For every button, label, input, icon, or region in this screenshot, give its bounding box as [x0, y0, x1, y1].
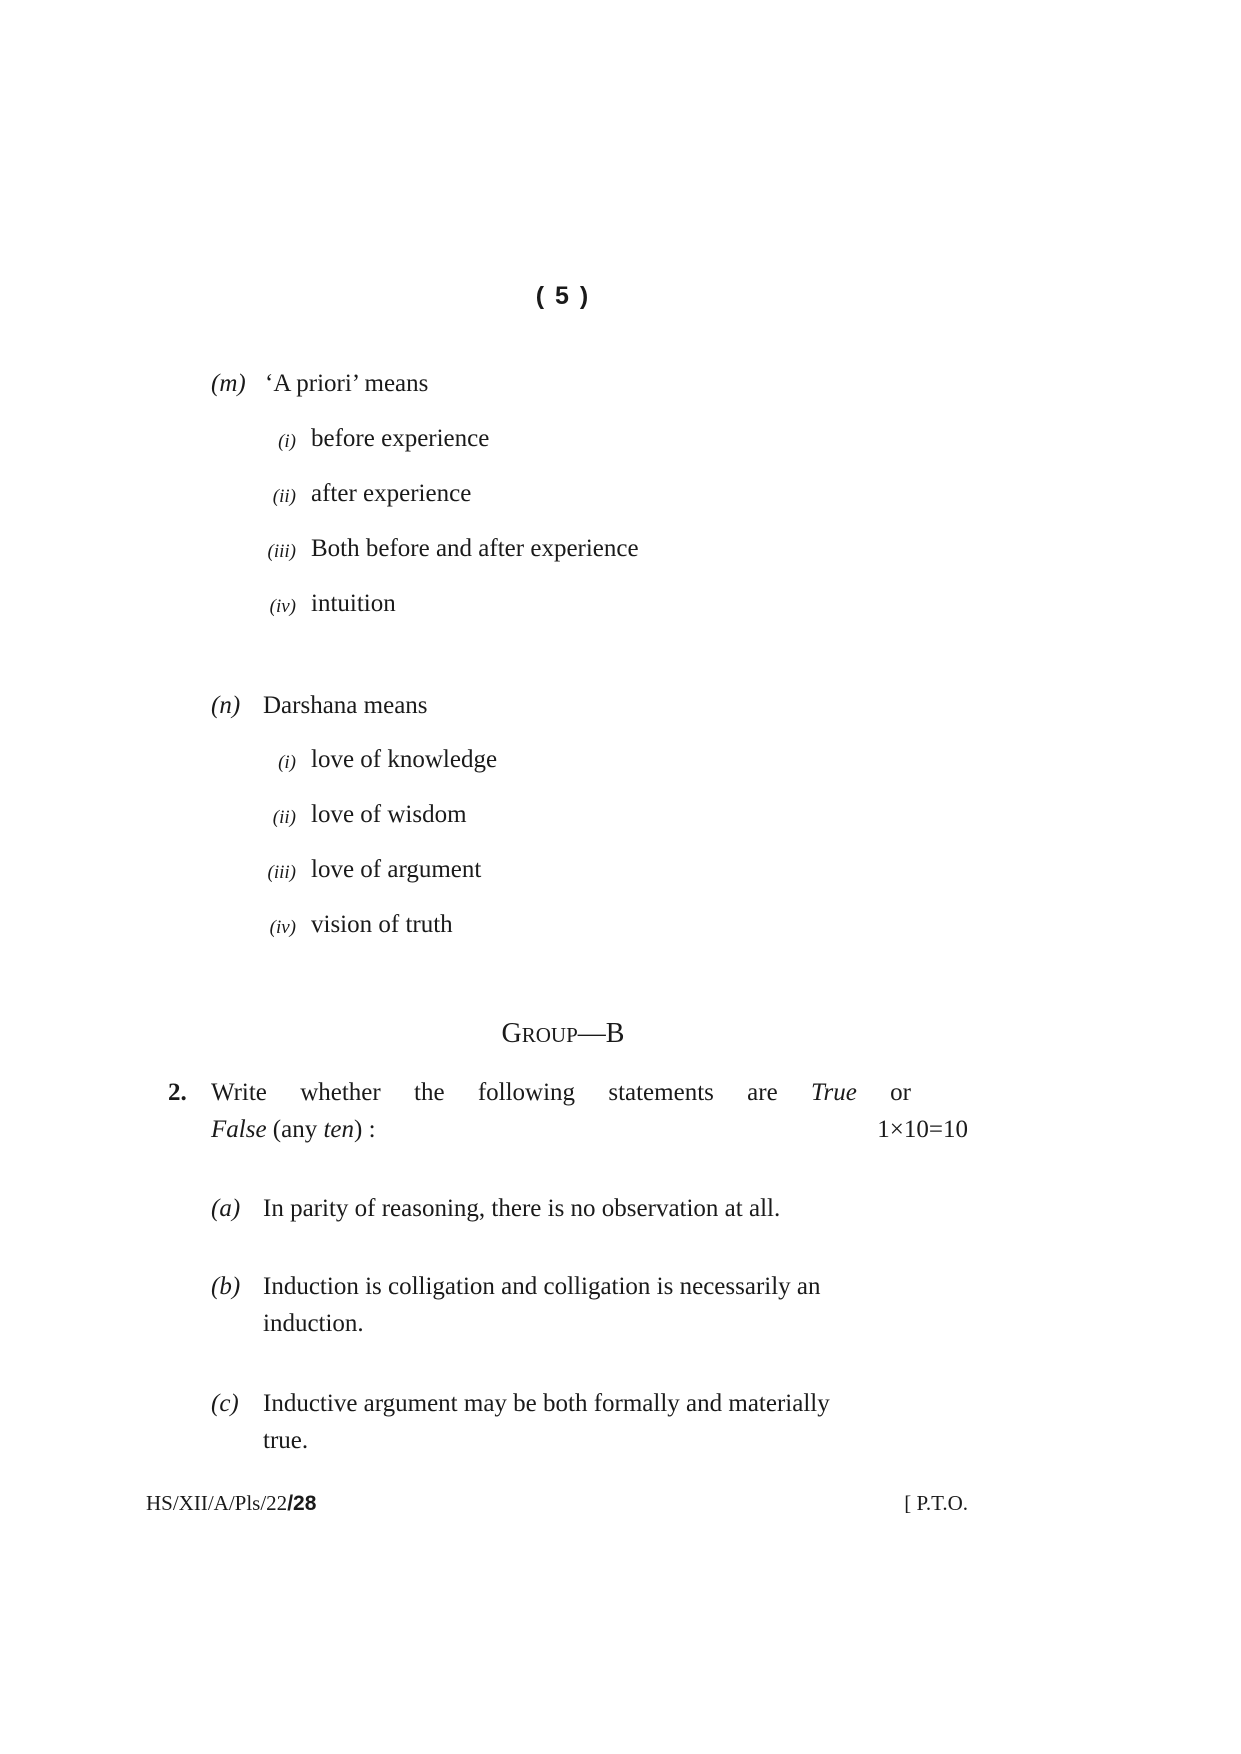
question-label-n: (n): [211, 692, 241, 719]
option-text: Both before and after experience: [311, 535, 639, 562]
question-label-m: (m): [211, 370, 246, 397]
pto-mark: [ P.T.O.: [904, 1491, 968, 1515]
option-label: (iii): [267, 541, 296, 562]
group-letter: B: [605, 1018, 625, 1049]
option-text: before experience: [311, 425, 490, 452]
option-label: (iv): [269, 917, 296, 938]
word-close: ) :: [354, 1116, 376, 1143]
statement-b-line2: induction.: [263, 1310, 364, 1337]
question-text-m: ‘A priori’ means: [265, 370, 429, 397]
statement-label-a: (a): [211, 1195, 241, 1222]
option-text: love of knowledge: [311, 746, 498, 773]
option-label: (ii): [272, 486, 296, 507]
statement-label-b: (b): [211, 1273, 241, 1300]
option-label: (iii): [267, 862, 296, 883]
word-any: (any: [272, 1116, 318, 1143]
word: Write: [211, 1079, 267, 1106]
word-ten: ten: [323, 1116, 355, 1143]
group-heading: [0, 1018, 1126, 1050]
option-text: after experience: [311, 480, 472, 507]
word: are: [747, 1079, 778, 1106]
option-text: intuition: [311, 590, 396, 617]
statement-a-line1: In parity of reasoning, there is no observation at all.: [263, 1195, 781, 1222]
option-label: (i): [278, 752, 296, 773]
group-dash: —: [577, 1018, 606, 1049]
group-word: GROUP: [501, 1018, 578, 1049]
option-text: vision of truth: [311, 911, 453, 938]
option-text: love of argument: [311, 856, 482, 883]
question-number-2: 2.: [168, 1079, 187, 1106]
option-label: (ii): [272, 807, 296, 828]
word: the: [414, 1079, 445, 1106]
question-2-line1: [211, 1079, 911, 1107]
paper-code-text: HS/XII/A/Pls/22: [146, 1491, 288, 1515]
paper-code-bold: /28: [287, 1492, 317, 1515]
word: whether: [300, 1079, 381, 1106]
statement-b-line1: Induction is colligation and colligation is necessarily an: [263, 1273, 821, 1300]
question-text-n: Darshana means: [263, 692, 428, 719]
question-2-marks: 1×10=10: [877, 1116, 968, 1143]
page-number: ( 5 ): [535, 282, 591, 310]
option-text: love of wisdom: [311, 801, 467, 828]
word-or: or: [890, 1079, 911, 1106]
option-label: (iv): [269, 596, 296, 617]
word: statements: [608, 1079, 714, 1106]
option-label: (i): [278, 431, 296, 452]
word-true: True: [810, 1079, 857, 1106]
word: following: [477, 1079, 576, 1106]
statement-c-line2: true.: [263, 1427, 309, 1454]
statement-c-line1: Inductive argument may be both formally and materially: [263, 1390, 830, 1417]
word-false: False: [211, 1116, 267, 1143]
statement-label-c: (c): [211, 1390, 239, 1417]
